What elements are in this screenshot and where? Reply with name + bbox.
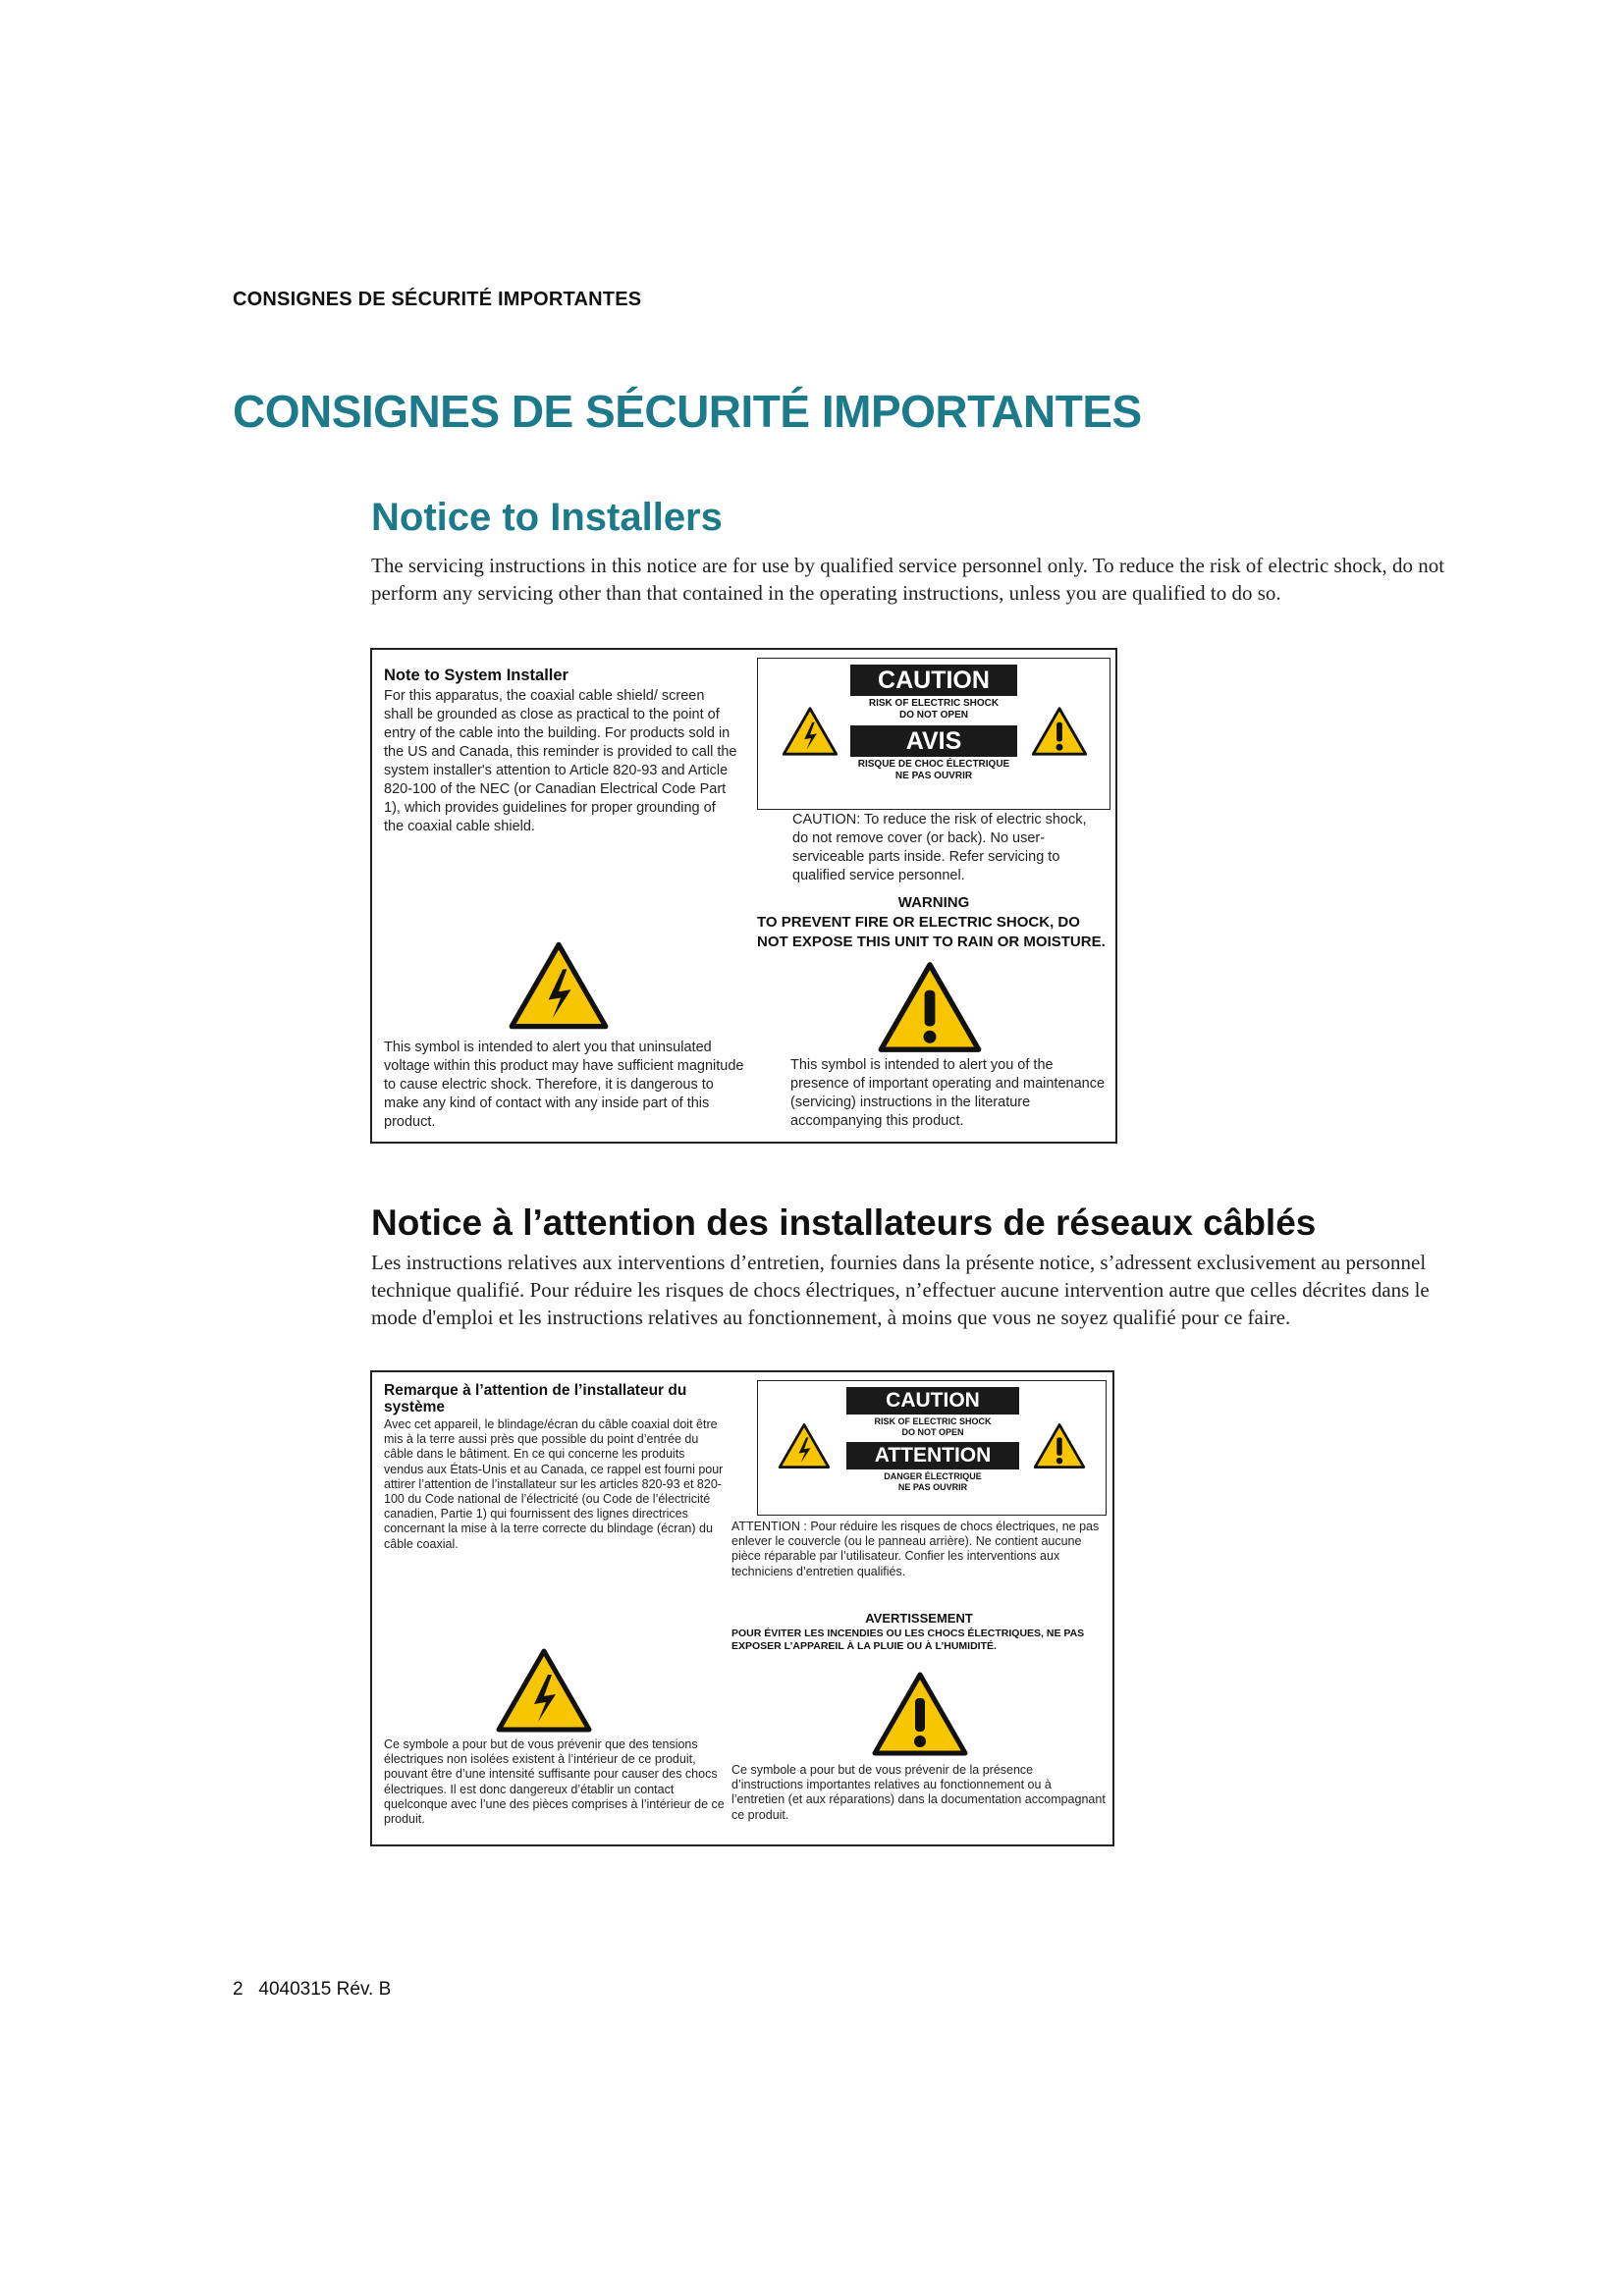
section-body-installateurs: Les instructions relatives aux interventions d’entretien, fournies dans la présente notice, s’adressent exclusivement au personnel technique qualifié. Pour réduire les risques de chocs électriques, n’effectuer aucune intervention autre que celles décrites dans le mode d'emploi et les instructions relatives au fonctionnement, à moins que vous ne soyez qualifié pour ce faire. [371,1251,1430,1329]
caution-label-sub1: RISK OF ELECTRIC SHOCK [868,698,1000,709]
attention-label-title: ATTENTION [846,1442,1019,1469]
page-title: CONSIGNES DE SÉCURITÉ IMPORTANTES [233,386,1142,437]
exclamation-symbol-text: Ce symbole a pour but de vous prévenir de la présence d’instructions importantes relatives au fonctionnement ou à l’entretien (et aux réparations) dans la documentation accompagnant ce produit. [731,1763,1106,1822]
bolt-warning-icon [508,940,610,1031]
bolt-symbol-text: Ce symbole a pour but de vous prévenir que des tensions électriques non isolées existent à l’intérieur de ce produit, pouvant être d’une intensité suffisante pour causer des chocs électriques. Il est donc dangereux d’établir un contact quelconque avec l’une des pièces comprises à l’intérieur de ce produit. [384,1737,725,1827]
bolt-symbol-text: This symbol is intended to alert you that uninsulated voltage within this product may have sufficient magnitude to cause electric shock. Therefore, it is dangerous to make any kind of contact with any inside part of this product. [384,1040,744,1130]
attention-label-sub2: NE PAS OUVRIR [897,1482,968,1492]
caution-label-sub1: RISK OF ELECTRIC SHOCK [874,1416,992,1426]
caution-label-sub2: DO NOT OPEN [901,1427,964,1437]
running-header: CONSIGNES DE SÉCURITÉ IMPORTANTES [233,289,642,310]
warning-text: POUR ÉVITER LES INCENDIES OU LES CHOCS ÉLECTRIQUES, NE PAS EXPOSER L’APPAREIL À LA PLUIE OU À L’HUMIDITÉ. [731,1628,1085,1652]
note-text: For this apparatus, the coaxial cable shield/ screen shall be grounded as close as practical to the point of entry of the cable into the building. For products sold in the US and Canada, this reminder is provided to call the system installer's attention to Article 820-93 and Article 820-100 of the NEC (or Canadian Electrical Code Part 1), which provides guidelines for proper grounding of the coaxial cable shield. [384,688,737,834]
warning-text: TO PREVENT FIRE OR ELECTRIC SHOCK, DO NOT EXPOSE THIS UNIT TO RAIN OR MOISTURE. [757,914,1106,950]
section-title-installers: Notice to Installers [371,496,723,539]
note-text: Avec cet appareil, le blindage/écran du câble coaxial doit être mis à la terre aussi près que possible du point d’entrée du câble dans le bâtiment. En ce qui concerne les produits vendus aux États-Unis et au Canada, ce rappel est fourni pour attirer l’attention de l’installateur sur les articles 820-93 et 820-100 du Code national de l’électricité (ou Code de l’électricité canadien, Partie 1) qui fournissent des lignes directrices concernant la mise à la terre correcte du blindage (écran) du câble coaxial. [384,1417,724,1551]
exclamation-warning-icon [871,1671,969,1757]
bolt-warning-icon [495,1647,593,1734]
exclamation-warning-icon [1031,706,1088,757]
caution-label [757,658,1110,810]
caution-label-sub2: DO NOT OPEN [898,710,968,721]
caution-label-title: CAUTION [846,1387,1019,1415]
attention-label-sub1: DANGER ÉLECTRIQUE [884,1471,982,1481]
note-heading: Remarque à l’attention de l’installateur du système [384,1382,687,1415]
warning-heading: AVERTISSEMENT [865,1611,973,1626]
caution-label [757,1380,1107,1516]
warning-heading: WARNING [897,894,970,911]
avis-label-sub1: RISQUE DE CHOC ÉLECTRIQUE [857,759,1010,770]
avis-label-sub2: NE PAS OUVRIR [894,771,973,781]
page-footer: 2 4040315 Rév. B [233,1979,392,2000]
avis-label-title: AVIS [850,725,1017,757]
caution-text: ATTENTION : Pour réduire les risques de chocs électriques, ne pas enlever le couvercle (ou le panneau arrière). Ne contient aucune pièce réparable par l’utilisateur. Confier les interventions aux techniciens d’entretien qualifiés. [731,1520,1100,1578]
exclamation-symbol-text: This symbol is intended to alert you of the presence of important operating and maintenance (servicing) instructions in the literature accompanying this product. [790,1057,1106,1129]
section-title-installateurs: Notice à l’attention des installateurs de réseaux câblés [371,1202,1317,1243]
section-body-installers: The servicing instructions in this notice are for use by qualified service personnel only. To reduce the risk of electric shock, do not perform any servicing other than that contained in the operating instructions, unless you are qualified to do so. [371,554,1445,605]
caution-text: CAUTION: To reduce the risk of electric shock, do not remove cover (or back). No user-serviceable parts inside. Refer servicing to qualified service personnel. [792,812,1087,883]
note-heading: Note to System Installer [384,667,568,684]
caution-label-title: CAUTION [850,665,1017,696]
safety-panel-en [370,648,1117,1144]
bolt-warning-icon [782,706,839,757]
bolt-warning-icon [778,1422,831,1469]
exclamation-warning-icon [1033,1422,1086,1469]
safety-panel-fr [370,1370,1114,1846]
exclamation-warning-icon [877,960,983,1054]
